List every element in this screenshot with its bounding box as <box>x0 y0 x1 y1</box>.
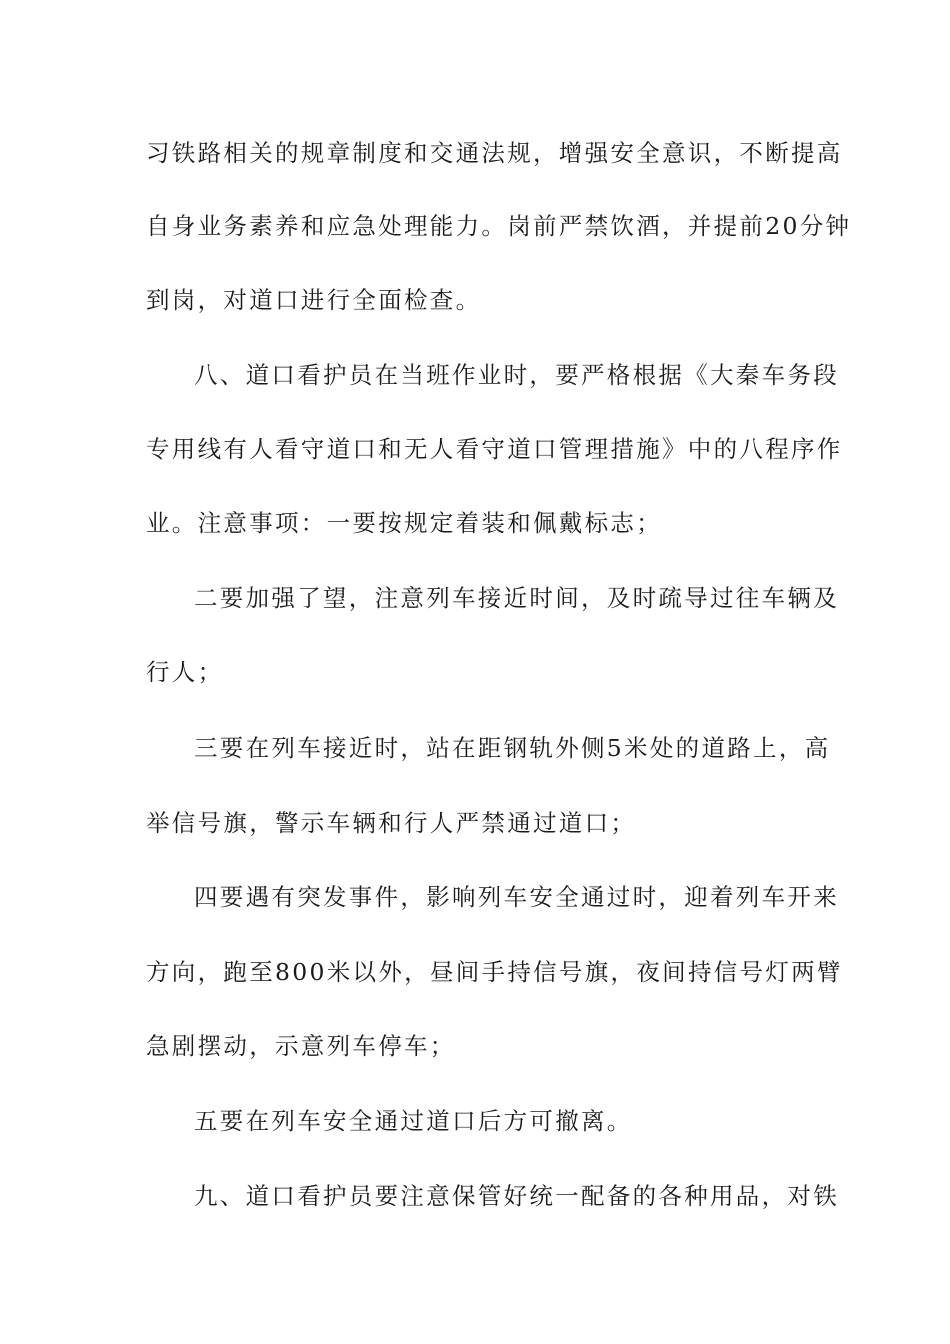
text-line-3: 到岗，对道口进行全面检查。 <box>146 286 482 314</box>
item-3-line-1: 三要在列车接近时，站在距钢轨外侧5米处的道路上，高 <box>194 734 831 762</box>
paragraph-8-line-3: 业。注意事项：一要按规定着装和佩戴标志； <box>146 509 662 537</box>
item-3-line-2: 举信号旗，警示车辆和行人严禁通过道口； <box>146 809 637 837</box>
item-2-line-1: 二要加强了望，注意列车接近时间，及时疏导过往车辆及 <box>194 584 839 612</box>
paragraph-8-line-1: 八、道口看护员在当班作业时，要严格根据《大秦车务段 <box>194 361 839 389</box>
item-4-line-1: 四要遇有突发事件，影响列车安全通过时，迎着列车开来 <box>194 883 839 911</box>
item-4-line-3: 急剧摆动，示意列车停车； <box>146 1032 456 1060</box>
paragraph-9-line-1: 九、道口看护员要注意保管好统一配备的各种用品，对铁 <box>194 1182 839 1210</box>
text-line-2: 自身业务素养和应急处理能力。岗前严禁饮酒，并提前20分钟 <box>146 212 852 240</box>
paragraph-8-line-2: 专用线有人看守道口和无人看守道口管理措施》中的八程序作 <box>146 435 843 463</box>
item-4-line-2: 方向，跑至800米以外，昼间手持信号旗，夜间持信号灯两臂 <box>146 958 843 986</box>
item-5-line-1: 五要在列车安全通过道口后方可撤离。 <box>194 1107 633 1135</box>
text-line-1: 习铁路相关的规章制度和交通法规，增强安全意识，不断提高 <box>146 139 843 167</box>
item-2-line-2: 行人； <box>146 658 224 686</box>
